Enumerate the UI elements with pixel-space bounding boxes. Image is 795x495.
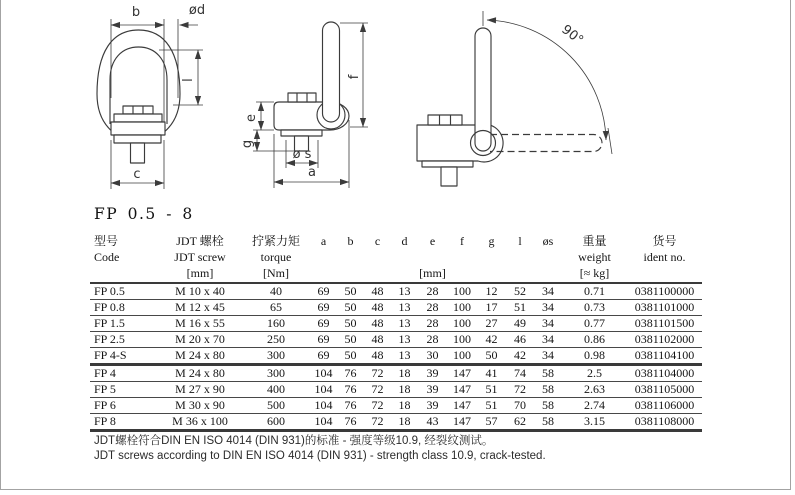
table-cell: 250 bbox=[242, 331, 310, 347]
dim-label-od: ød bbox=[188, 3, 206, 18]
header-code-en: Code bbox=[94, 250, 120, 264]
table-cell: 50 bbox=[337, 283, 364, 300]
table-cell: 0.77 bbox=[562, 315, 627, 331]
header-spacer bbox=[364, 266, 391, 283]
table-cell: 48 bbox=[364, 315, 391, 331]
dim-label-a: a bbox=[308, 165, 316, 180]
table-cell: 28 bbox=[418, 299, 447, 315]
table-cell: M 10 x 40 bbox=[158, 283, 242, 300]
table-cell: 34 bbox=[534, 347, 562, 364]
table-cell: 147 bbox=[447, 413, 477, 430]
dim-label-e: e bbox=[244, 114, 259, 122]
header-dim-g: g bbox=[488, 234, 495, 249]
table-cell: 147 bbox=[447, 364, 477, 381]
table-cell: FP 4-S bbox=[90, 347, 158, 364]
table-row bbox=[90, 347, 702, 364]
table-cell: 0.98 bbox=[562, 347, 627, 364]
header-weight-en: weight bbox=[578, 250, 611, 264]
table-cell: 12 bbox=[477, 283, 506, 300]
table-cell: 48 bbox=[364, 299, 391, 315]
ring-horizontal-dashed bbox=[490, 135, 602, 152]
table-cell: 39 bbox=[418, 364, 447, 381]
table-cell: 160 bbox=[242, 315, 310, 331]
table-row bbox=[90, 315, 702, 331]
table-cell: 147 bbox=[447, 397, 477, 413]
table-cell: 13 bbox=[391, 299, 418, 315]
body-front bbox=[111, 122, 165, 135]
flange-pivot bbox=[422, 161, 473, 167]
header-spacer bbox=[506, 266, 534, 283]
header-ident-zh: 货号 bbox=[652, 234, 677, 249]
table-cell: 51 bbox=[477, 381, 506, 397]
dim-label-c: c bbox=[133, 167, 141, 182]
ring-side bbox=[323, 22, 340, 122]
table-cell: 50 bbox=[337, 299, 364, 315]
table-cell: FP 1.5 bbox=[90, 315, 158, 331]
table-cell: 62 bbox=[506, 413, 534, 430]
bolt-front bbox=[131, 143, 145, 163]
table-cell: 147 bbox=[447, 381, 477, 397]
table-cell: 104 bbox=[310, 364, 337, 381]
header-dim-c: c bbox=[374, 234, 381, 249]
footer-note bbox=[94, 434, 546, 463]
table-cell: FP 0.5 bbox=[90, 283, 158, 300]
header-dim-d: d bbox=[401, 234, 408, 249]
table-cell: M 20 x 70 bbox=[158, 331, 242, 347]
table-cell: 2.63 bbox=[562, 381, 627, 397]
header-spacer bbox=[447, 266, 477, 283]
table-cell: 2.5 bbox=[562, 364, 627, 381]
table-cell: 52 bbox=[506, 283, 534, 300]
table-cell: 58 bbox=[534, 413, 562, 430]
table-cell: 0381108000 bbox=[627, 413, 702, 430]
table-cell: 48 bbox=[364, 331, 391, 347]
table-cell: 57 bbox=[477, 413, 506, 430]
header-dim-e: e bbox=[429, 234, 436, 249]
table-cell: 48 bbox=[364, 283, 391, 300]
table-cell: 13 bbox=[391, 347, 418, 364]
table-cell: 28 bbox=[418, 283, 447, 300]
header-weight-unit: [≈ kg] bbox=[562, 266, 627, 283]
header-spacer bbox=[627, 266, 702, 283]
table-row bbox=[90, 397, 702, 413]
header-dims-unit: [mm] bbox=[418, 266, 447, 283]
table-cell: 0.86 bbox=[562, 331, 627, 347]
footer-note-en: JDT screws according to DIN EN ISO 4014 (DIN 931) - strength class 10.9, crack-tested. bbox=[94, 449, 546, 462]
table-cell: 0.73 bbox=[562, 299, 627, 315]
table-cell: M 24 x 80 bbox=[158, 364, 242, 381]
table-cell: 100 bbox=[447, 331, 477, 347]
table-cell: 41 bbox=[477, 364, 506, 381]
header-row-units bbox=[90, 266, 702, 283]
spec-table-body bbox=[90, 283, 702, 431]
table-cell: 13 bbox=[391, 315, 418, 331]
dim-label-os: ø s bbox=[292, 147, 312, 162]
table-cell: 70 bbox=[506, 397, 534, 413]
table-cell: 28 bbox=[418, 331, 447, 347]
table-cell: 40 bbox=[242, 283, 310, 300]
dim-label-l: l bbox=[181, 78, 196, 82]
bolt-pivot bbox=[441, 167, 457, 186]
table-cell: 100 bbox=[447, 315, 477, 331]
table-cell: 0381101500 bbox=[627, 315, 702, 331]
table-cell: 72 bbox=[364, 413, 391, 430]
table-cell: 18 bbox=[391, 364, 418, 381]
header-spacer bbox=[310, 250, 337, 266]
table-cell: 17 bbox=[477, 299, 506, 315]
header-spacer bbox=[506, 250, 534, 266]
table-cell: 104 bbox=[310, 413, 337, 430]
nut-pivot bbox=[428, 115, 462, 125]
table-cell: 43 bbox=[418, 413, 447, 430]
table-cell: M 16 x 55 bbox=[158, 315, 242, 331]
table-cell: M 36 x 100 bbox=[158, 413, 242, 430]
header-spacer bbox=[477, 250, 506, 266]
table-cell: 76 bbox=[337, 397, 364, 413]
table-cell: 0381104100 bbox=[627, 347, 702, 364]
table-cell: FP 5 bbox=[90, 381, 158, 397]
spec-table bbox=[90, 231, 702, 432]
table-cell: 65 bbox=[242, 299, 310, 315]
ext-line bbox=[608, 128, 612, 154]
side-view-drawing bbox=[240, 22, 368, 188]
table-cell: 18 bbox=[391, 413, 418, 430]
header-torque-unit: [Nm] bbox=[242, 266, 310, 283]
table-cell: 100 bbox=[447, 347, 477, 364]
table-cell: 50 bbox=[337, 331, 364, 347]
header-spacer bbox=[534, 266, 562, 283]
table-cell: 34 bbox=[534, 283, 562, 300]
table-cell: 300 bbox=[242, 364, 310, 381]
header-row-zh bbox=[90, 231, 702, 250]
table-cell: 100 bbox=[447, 283, 477, 300]
header-spacer bbox=[364, 250, 391, 266]
header-row-en bbox=[90, 250, 702, 266]
table-cell: 0.71 bbox=[562, 283, 627, 300]
dim-label-f: f bbox=[347, 74, 362, 80]
table-cell: 72 bbox=[506, 381, 534, 397]
table-cell: 0381100000 bbox=[627, 283, 702, 300]
technical-drawings bbox=[0, 0, 795, 212]
table-row bbox=[90, 283, 702, 300]
table-cell: 69 bbox=[310, 299, 337, 315]
table-cell: 72 bbox=[364, 364, 391, 381]
table-cell: 69 bbox=[310, 283, 337, 300]
table-cell: 42 bbox=[477, 331, 506, 347]
header-dim-b: b bbox=[347, 234, 354, 249]
header-torque-en: torque bbox=[260, 250, 292, 264]
flange-bottom-front bbox=[114, 135, 161, 143]
header-spacer bbox=[90, 266, 158, 283]
table-row bbox=[90, 413, 702, 430]
table-cell: 3.15 bbox=[562, 413, 627, 430]
table-cell: 0381105000 bbox=[627, 381, 702, 397]
table-cell: M 30 x 90 bbox=[158, 397, 242, 413]
table-cell: 34 bbox=[534, 315, 562, 331]
header-dim-l: l bbox=[518, 234, 522, 249]
table-cell: FP 8 bbox=[90, 413, 158, 430]
header-spacer bbox=[337, 250, 364, 266]
header-spacer bbox=[391, 266, 418, 283]
table-cell: 30 bbox=[418, 347, 447, 364]
spec-table-header bbox=[90, 231, 702, 283]
table-cell: M 12 x 45 bbox=[158, 299, 242, 315]
table-cell: 49 bbox=[506, 315, 534, 331]
table-cell: 0381101000 bbox=[627, 299, 702, 315]
table-cell: 51 bbox=[506, 299, 534, 315]
table-cell: 28 bbox=[418, 315, 447, 331]
table-cell: 50 bbox=[477, 347, 506, 364]
table-cell: FP 0.8 bbox=[90, 299, 158, 315]
table-cell: 500 bbox=[242, 397, 310, 413]
page-title: FP 0.5 - 8 bbox=[94, 205, 194, 223]
table-cell: 27 bbox=[477, 315, 506, 331]
table-row bbox=[90, 364, 702, 381]
header-spacer bbox=[477, 266, 506, 283]
table-cell: 34 bbox=[534, 331, 562, 347]
dim-label-b: b bbox=[131, 5, 141, 20]
header-spacer bbox=[337, 266, 364, 283]
table-cell: 0381104000 bbox=[627, 364, 702, 381]
header-screw-en: JDT screw bbox=[174, 250, 226, 264]
table-cell: 34 bbox=[534, 299, 562, 315]
ring-vertical bbox=[475, 28, 491, 151]
footer-note-zh: JDT螺栓符合DIN EN ISO 4014 (DIN 931)的标准 - 强度等级10.9, 经裂纹测试。 bbox=[94, 435, 494, 447]
table-cell: 13 bbox=[391, 283, 418, 300]
header-code-zh: 型号 bbox=[94, 234, 119, 249]
table-cell: 104 bbox=[310, 381, 337, 397]
front-view-drawing bbox=[97, 3, 205, 189]
pivot-angle-label: 90° bbox=[558, 22, 586, 49]
table-cell: 39 bbox=[418, 397, 447, 413]
table-cell: 18 bbox=[391, 381, 418, 397]
table-cell: 76 bbox=[337, 413, 364, 430]
table-cell: 104 bbox=[310, 397, 337, 413]
table-cell: 58 bbox=[534, 397, 562, 413]
table-cell: 50 bbox=[337, 347, 364, 364]
nut-front bbox=[123, 106, 153, 114]
header-spacer bbox=[534, 250, 562, 266]
nut-side bbox=[288, 93, 316, 102]
table-cell: 76 bbox=[337, 364, 364, 381]
table-cell: 76 bbox=[337, 381, 364, 397]
header-spacer bbox=[418, 250, 447, 266]
table-cell: 50 bbox=[337, 315, 364, 331]
table-cell: 72 bbox=[364, 397, 391, 413]
table-row bbox=[90, 299, 702, 315]
table-cell: 42 bbox=[506, 347, 534, 364]
table-cell: 58 bbox=[534, 364, 562, 381]
table-cell: 51 bbox=[477, 397, 506, 413]
table-cell: FP 4 bbox=[90, 364, 158, 381]
table-cell: 58 bbox=[534, 381, 562, 397]
table-row bbox=[90, 381, 702, 397]
header-dim-f: f bbox=[460, 234, 464, 249]
dim-label-g: g bbox=[240, 139, 255, 149]
table-cell: 0381102000 bbox=[627, 331, 702, 347]
flange-top-front bbox=[114, 114, 162, 122]
table-cell: 13 bbox=[391, 331, 418, 347]
pivot-view-drawing bbox=[417, 11, 612, 186]
table-cell: 2.74 bbox=[562, 397, 627, 413]
table-cell: 48 bbox=[364, 347, 391, 364]
header-spacer bbox=[391, 250, 418, 266]
header-weight-zh: 重量 bbox=[582, 234, 607, 249]
table-cell: FP 2.5 bbox=[90, 331, 158, 347]
header-dim-os: øs bbox=[542, 234, 554, 249]
header-torque-zh: 拧紧力矩 bbox=[251, 234, 300, 249]
table-cell: 100 bbox=[447, 299, 477, 315]
table-cell: 0381106000 bbox=[627, 397, 702, 413]
table-cell: 400 bbox=[242, 381, 310, 397]
header-spacer bbox=[447, 250, 477, 266]
header-ident-en: ident no. bbox=[643, 250, 686, 264]
table-cell: 69 bbox=[310, 331, 337, 347]
header-dim-a: a bbox=[320, 234, 327, 249]
table-row bbox=[90, 331, 702, 347]
table-cell: 72 bbox=[364, 381, 391, 397]
table-cell: FP 6 bbox=[90, 397, 158, 413]
table-cell: 46 bbox=[506, 331, 534, 347]
table-cell: M 24 x 80 bbox=[158, 347, 242, 364]
flange-side bbox=[281, 130, 322, 136]
header-spacer bbox=[310, 266, 337, 283]
table-cell: 69 bbox=[310, 315, 337, 331]
table-cell: 300 bbox=[242, 347, 310, 364]
table-cell: 69 bbox=[310, 347, 337, 364]
table-cell: 39 bbox=[418, 381, 447, 397]
pivot-arc bbox=[487, 20, 606, 140]
table-cell: 600 bbox=[242, 413, 310, 430]
table-cell: M 27 x 90 bbox=[158, 381, 242, 397]
table-cell: 74 bbox=[506, 364, 534, 381]
header-screw-unit: [mm] bbox=[158, 266, 242, 283]
header-screw-zh: JDT 螺栓 bbox=[176, 234, 224, 249]
table-cell: 18 bbox=[391, 397, 418, 413]
